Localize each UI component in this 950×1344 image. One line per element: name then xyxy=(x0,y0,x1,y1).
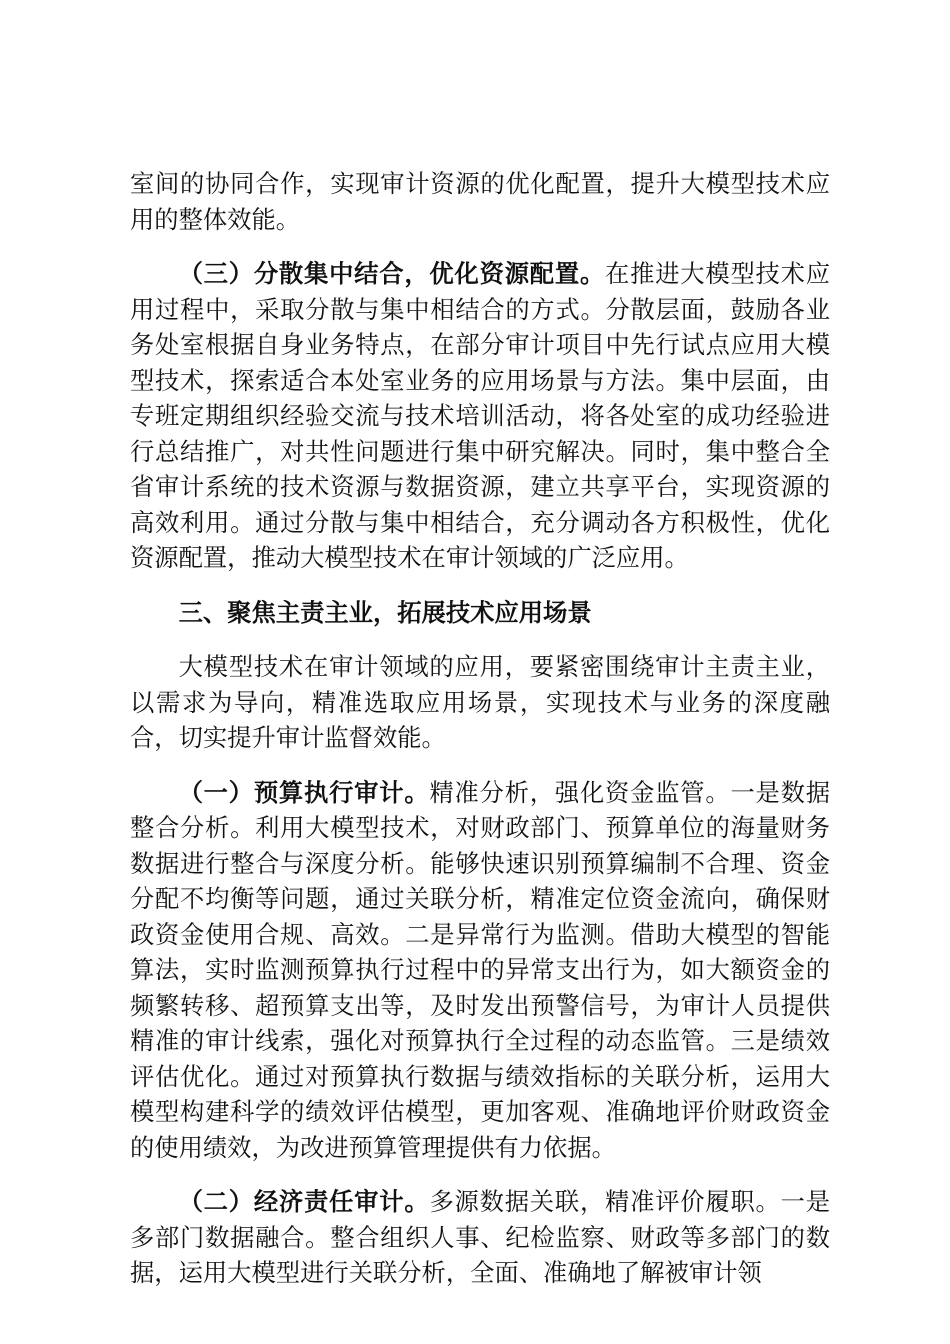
economic-audit-body: 多源数据关联，精准评价履职。一是多部门数据融合。整合组织人事、纪检监察、财政等多部门的数据，运用大模型进行关联分析，全面、准确地了解被审计领 xyxy=(130,1187,830,1287)
paragraph-section-3 xyxy=(130,256,830,576)
budget-audit-lead: （一）预算执行审计。 xyxy=(178,777,430,807)
document-page xyxy=(130,166,830,1310)
section-3-lead: （三）分散集中结合，优化资源配置。 xyxy=(178,259,606,288)
economic-audit-lead: （二）经济责任审计。 xyxy=(178,1187,430,1216)
paragraph-budget-audit xyxy=(130,775,830,1166)
section-3-body: 在推进大模型技术应用过程中，采取分散与集中相结合的方式。分散层面，鼓励各业务处室根据自身业务特点，在部分审计项目中先行试点应用大模型技术，探索适合本处室业务的应用场景与方法。集中层面，由专班定期组织经验交流与技术培训活动，将各处室的成功经验进行总结推广，对共性问题进行集中研究解决。同时，集中整合全省审计系统的技术资源与数据资源，建立共享平台，实现资源的高效利用。通过分散与集中相结合，充分调动各方积极性，优化资源配置，推动大模型技术在审计领域的广泛应用。 xyxy=(130,259,831,572)
paragraph-economic-audit xyxy=(130,1184,830,1291)
budget-audit-body: 精准分析，强化资金监管。一是数据整合分析。利用大模型技术，对财政部门、预算单位的海量财务数据进行整合与深度分析。能够快速识别预算编制不合理、资金分配不均衡等问题，通过关联分析，精准定位资金流向，确保财政资金使用合规、高效。二是异常行为监测。借助大模型的智能算法，实时监测预算执行过程中的异常支出行为，如大额资金的频繁转移、超预算支出等，及时发出预警信号，为审计人员提供精准的审计线索，强化对预算执行全过程的动态监管。三是绩效评估优化。通过对预算执行数据与绩效指标的关联分析，运用大模型构建科学的绩效评估模型，更加客观、准确地评价财政资金的使用绩效，为改进预算管理提供有力依据。 xyxy=(130,777,830,1162)
paragraph-intro: 大模型技术在审计领域的应用，要紧密围绕审计主责主业，以需求为导向，精准选取应用场景，实现技术与业务的深度融合，切实提升审计监督效能。 xyxy=(130,652,830,752)
paragraph-continuation: 室间的协同合作，实现审计资源的优化配置，提升大模型技术应用的整体效能。 xyxy=(130,169,830,234)
heading-part-3: 三、聚焦主责主业，拓展技术应用场景 xyxy=(178,597,592,627)
